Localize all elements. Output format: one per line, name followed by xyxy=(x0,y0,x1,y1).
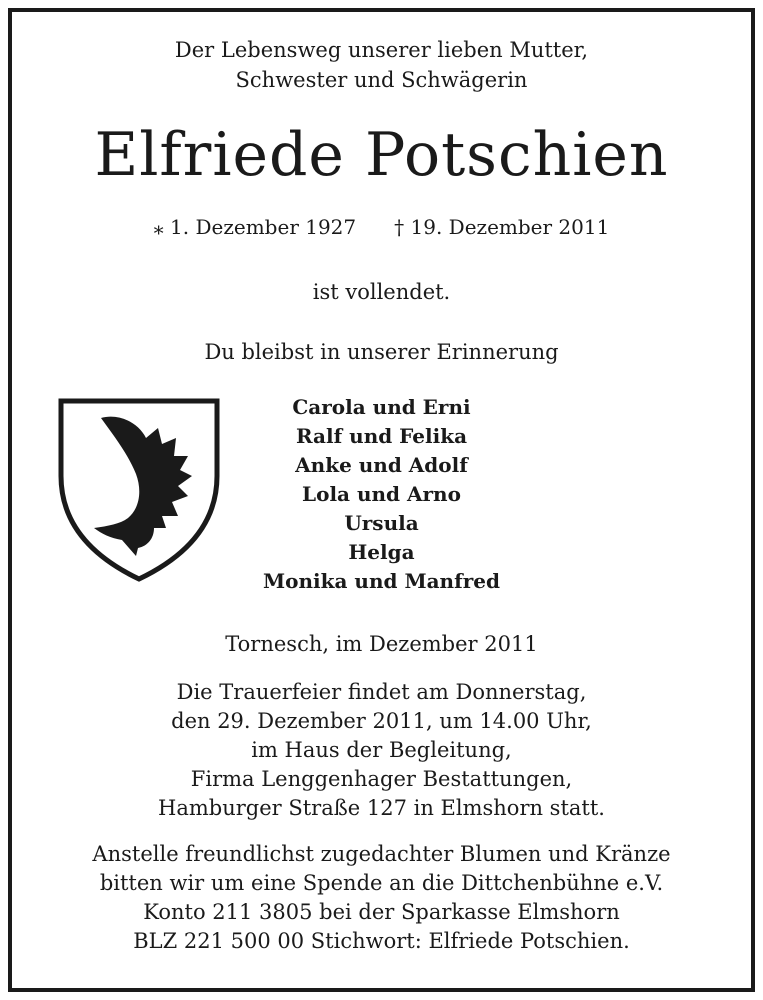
family-member: Ursula xyxy=(344,511,419,535)
ceremony-line: Firma Lenggenhager Bestattungen, xyxy=(190,767,573,791)
family-member: Lola und Arno xyxy=(302,482,461,506)
intro-line-2: Schwester und Schwägerin xyxy=(235,68,528,92)
donation-line: BLZ 221 500 00 Stichwort: Elfriede Potschien. xyxy=(133,929,630,953)
family-member: Anke und Adolf xyxy=(295,453,468,477)
birth-date: ⁎ 1. Dezember 1927 xyxy=(153,215,357,239)
donation-line: Anstelle freundlichst zugedachter Blumen und Kränze xyxy=(92,842,671,866)
ceremony-line: Hamburger Straße 127 in Elmshorn statt. xyxy=(158,796,605,820)
family-member: Carola und Erni xyxy=(292,395,471,419)
family-member: Ralf und Felika xyxy=(295,424,468,448)
family-member: Helga xyxy=(348,540,415,564)
ceremony-line: Die Trauerfeier findet am Donnerstag, xyxy=(176,680,587,704)
family-member: Monika und Manfred xyxy=(263,569,500,593)
ceremony-line: den 29. Dezember 2011, um 14.00 Uhr, xyxy=(171,709,592,733)
place-date: Tornesch, im Dezember 2011 xyxy=(225,632,538,656)
donation-line: Konto 211 3805 bei der Sparkasse Elmshorn xyxy=(143,900,620,924)
life-dates xyxy=(0,215,763,239)
donation-line: bitten wir um eine Spende an die Dittchenbühne e.V. xyxy=(99,871,664,895)
memory-text: Du bleibst in unserer Erinnerung xyxy=(204,340,559,364)
ceremony-line: im Haus der Begleitung, xyxy=(251,738,512,762)
death-date: † 19. Dezember 2011 xyxy=(394,215,610,239)
completed-text: ist vollendet. xyxy=(312,280,451,304)
deceased-name: Elfriede Potschien xyxy=(94,120,669,190)
intro-line-1: Der Lebensweg unserer lieben Mutter, xyxy=(174,38,589,62)
